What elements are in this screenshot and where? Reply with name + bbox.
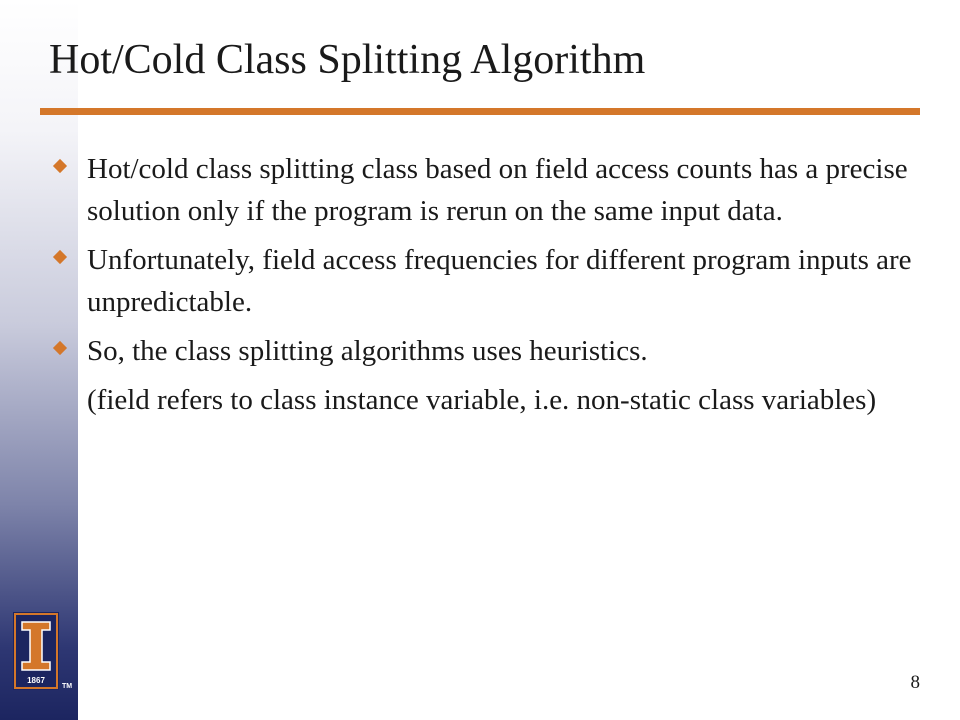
slide-title: Hot/Cold Class Splitting Algorithm: [49, 37, 646, 83]
bullet-item: [52, 239, 922, 323]
bullet-text: So, the class splitting algorithms uses heuristics.: [87, 335, 648, 367]
university-block-i-logo-icon: [13, 612, 59, 690]
bullet-item: [52, 330, 922, 372]
diamond-bullet-icon: [53, 159, 67, 173]
logo-year: 1867: [27, 676, 45, 685]
slide-content: [52, 148, 922, 421]
note-text: (field refers to class instance variable, i.e. non-static class variables): [87, 384, 877, 416]
bullet-text: Hot/cold class splitting class based on field access counts has a precise solution only if the program is rerun on the same input data.: [87, 153, 908, 227]
trademark-mark: TM: [62, 683, 73, 690]
bullet-item: [52, 148, 922, 232]
diamond-bullet-icon: [53, 250, 67, 264]
page-number: 8: [910, 672, 920, 693]
bullet-text: Unfortunately, field access frequencies for different program inputs are unpredictable.: [87, 244, 912, 318]
diamond-bullet-icon: [53, 341, 67, 355]
title-underline: [40, 108, 920, 115]
